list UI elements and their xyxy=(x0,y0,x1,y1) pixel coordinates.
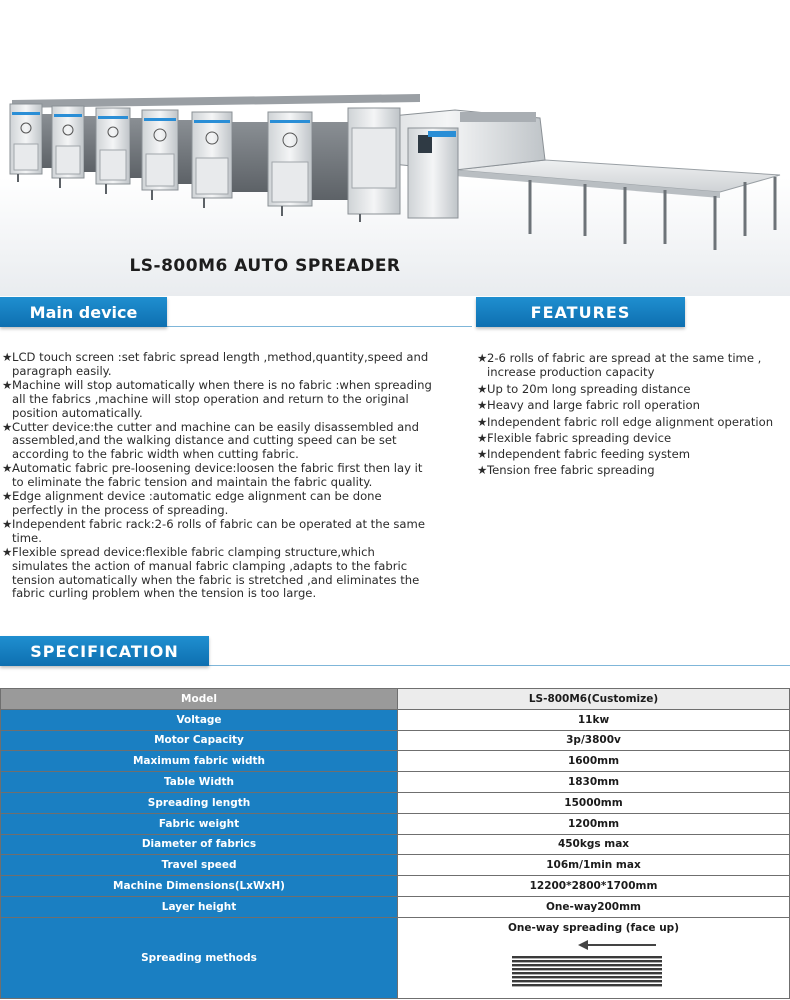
product-hero xyxy=(0,0,790,296)
spec-key: Layer height xyxy=(1,896,398,917)
table-row xyxy=(1,855,790,876)
table-row xyxy=(1,772,790,793)
features-list xyxy=(477,351,787,479)
list-item: ★ Independent fabric rack:2-6 rolls of fabric can be operated at the same time. xyxy=(2,516,425,545)
list-item: ★ Tension free fabric spreading xyxy=(477,463,655,478)
spec-key: Table Width xyxy=(1,772,398,793)
list-item: ★ Independent fabric feeding system xyxy=(477,447,690,462)
spec-key: Spreading methods xyxy=(1,917,398,998)
table-row xyxy=(1,834,790,855)
main-device-list xyxy=(2,351,432,601)
star-icon: ★ xyxy=(477,463,488,478)
star-icon: ★ xyxy=(477,430,488,445)
list-item: ★ Heavy and large fabric roll operation xyxy=(477,398,700,413)
star-icon: ★ xyxy=(477,447,488,462)
spec-value: 1830mm xyxy=(398,772,790,793)
star-icon: ★ xyxy=(477,351,488,365)
list-item: ★ Flexible spread device:flexible fabric clamping structure,which simulates the action of manual fabric clamping ,adapts to the fabric tension automatically when the fabric is stretched ,and eliminates the fabric curling problem when the tension is too large. xyxy=(2,544,420,601)
table-row xyxy=(1,917,790,998)
product-title: LS-800M6 AUTO SPREADER xyxy=(129,256,401,276)
spec-value: 106m/1min max xyxy=(398,855,790,876)
spec-value: 15000mm xyxy=(398,792,790,813)
spec-key: Voltage xyxy=(1,709,398,730)
auto-spreader-machine-illustration xyxy=(0,0,790,250)
spec-key: Spreading length xyxy=(1,792,398,813)
star-icon: ★ xyxy=(2,489,13,504)
list-item: ★ Automatic fabric pre-loosening device:loosen the fabric first then lay it to eliminate the fabric tension and maintain the fabric quality. xyxy=(2,461,423,490)
star-icon: ★ xyxy=(2,516,13,531)
spec-value: 11kw xyxy=(398,709,790,730)
spec-key: Motor Capacity xyxy=(1,730,398,751)
spec-value: One-way200mm xyxy=(398,896,790,917)
spec-key: Maximum fabric width xyxy=(1,751,398,772)
spec-key: Model xyxy=(1,689,398,710)
table-row xyxy=(1,813,790,834)
features-banner: FEATURES xyxy=(476,297,685,327)
table-row xyxy=(1,730,790,751)
spec-value: 450kgs max xyxy=(398,834,790,855)
spec-value xyxy=(398,917,790,998)
list-item: ★ Edge alignment device :automatic edge alignment can be done perfectly in the process of spreading. xyxy=(2,489,382,517)
star-icon: ★ xyxy=(2,544,13,559)
spec-key: Fabric weight xyxy=(1,813,398,834)
list-item: ★ LCD touch screen :set fabric spread length ,method,quantity,speed and paragraph easily. xyxy=(2,350,429,378)
specification-banner: SPECIFICATION xyxy=(0,636,209,666)
spec-value: 1200mm xyxy=(398,813,790,834)
one-way-spreading-arrow-icon xyxy=(508,938,668,994)
table-row xyxy=(1,792,790,813)
spec-value: LS-800M6(Customize) xyxy=(398,689,790,710)
star-icon: ★ xyxy=(2,461,13,476)
list-item: ★ Up to 20m long spreading distance xyxy=(477,382,691,396)
list-item: ★ Flexible fabric spreading device xyxy=(477,430,672,445)
spec-key: Diameter of fabrics xyxy=(1,834,398,855)
star-icon: ★ xyxy=(477,414,488,429)
star-icon: ★ xyxy=(2,377,13,392)
spec-value: 1600mm xyxy=(398,751,790,772)
table-row xyxy=(1,689,790,710)
spec-key: Machine Dimensions(LxWxH) xyxy=(1,876,398,897)
list-item: ★ Machine will stop automatically when there is no fabric :when spreading all the fabrics ,machine will stop operation and return to the original position automatically. xyxy=(2,377,432,420)
table-row xyxy=(1,876,790,897)
star-icon: ★ xyxy=(2,419,13,434)
star-icon: ★ xyxy=(477,382,488,396)
main-device-banner: Main device xyxy=(0,297,167,327)
spec-value: 3p/3800v xyxy=(398,730,790,751)
specification-table xyxy=(0,688,790,999)
table-row xyxy=(1,751,790,772)
roll-units xyxy=(10,104,400,214)
list-item: ★ 2-6 rolls of fabric are spread at the same time , increase production capacity xyxy=(477,351,762,379)
star-icon: ★ xyxy=(477,398,488,413)
spec-value: 12200*2800*1700mm xyxy=(398,876,790,897)
table-row xyxy=(1,896,790,917)
spec-key: Travel speed xyxy=(1,855,398,876)
table-row xyxy=(1,709,790,730)
spreading-method-label: One-way spreading (face up) xyxy=(508,921,679,934)
list-item: ★ Independent fabric roll edge alignment operation xyxy=(477,414,774,429)
star-icon: ★ xyxy=(2,350,13,364)
list-item: ★ Cutter device:the cutter and machine can be easily disassembled and assembled,and the walking distance and cutting speed can be set according to the fabric width when cutting fabric. xyxy=(2,419,419,462)
